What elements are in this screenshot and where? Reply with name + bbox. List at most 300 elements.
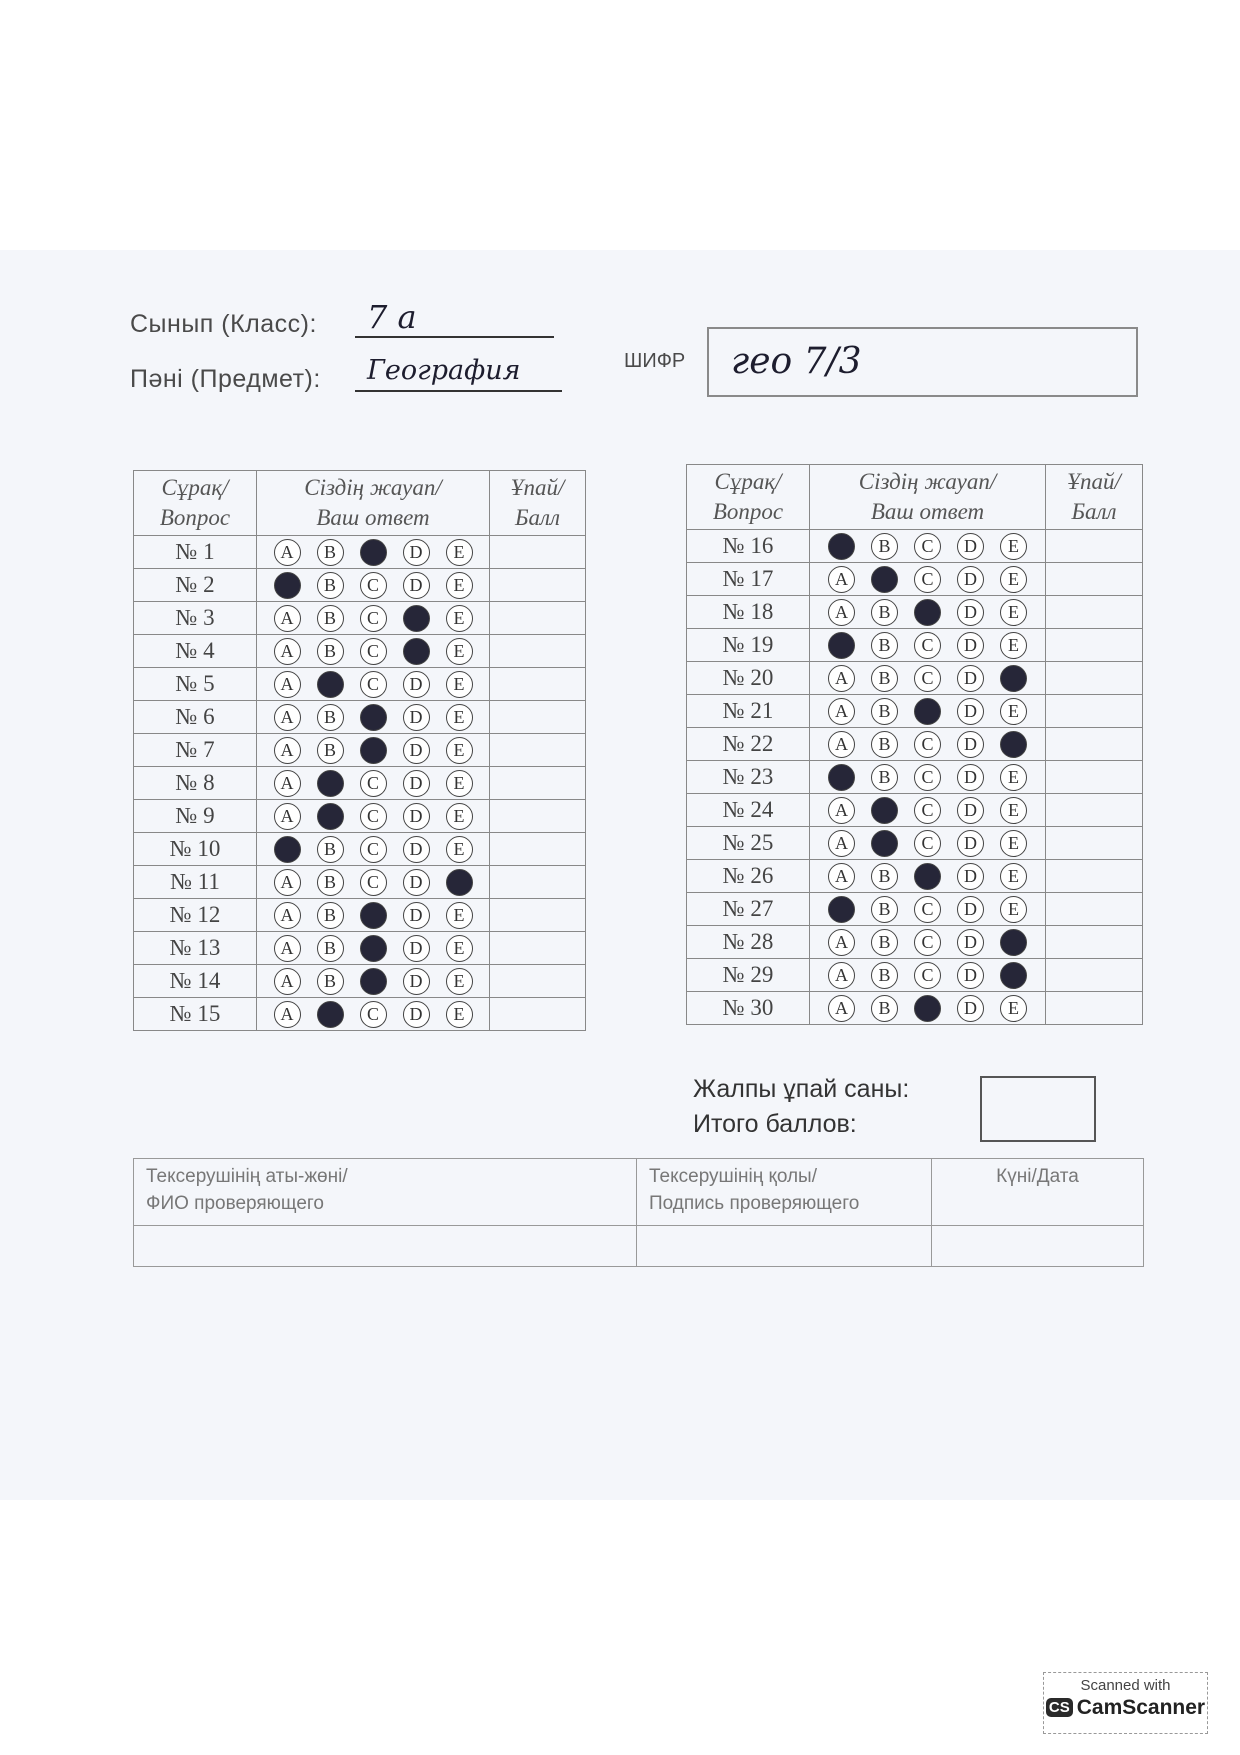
answer-options: [810, 794, 1046, 827]
option-bubble-a[interactable]: A: [274, 605, 301, 632]
option-bubble-c[interactable]: [360, 704, 387, 731]
option-bubble-a[interactable]: [274, 836, 301, 863]
question-row: [687, 761, 1143, 794]
option-bubble-b[interactable]: B: [317, 935, 344, 962]
shifr-label: ШИФР: [624, 350, 686, 372]
question-row: [134, 635, 586, 668]
question-row: [687, 530, 1143, 563]
option-bubble-d[interactable]: D: [957, 632, 984, 659]
option-bubble-e[interactable]: E: [1000, 863, 1027, 890]
option-bubble-e[interactable]: E: [446, 1001, 473, 1028]
answer-header: Сіздің жауап/ Ваш ответ: [810, 465, 1046, 530]
score-cell[interactable]: [490, 833, 586, 866]
option-bubble-d[interactable]: D: [957, 929, 984, 956]
option-bubble-d[interactable]: D: [403, 869, 430, 896]
option-bubble-e[interactable]: [1000, 929, 1027, 956]
option-bubble-d[interactable]: D: [957, 665, 984, 692]
option-bubble-e[interactable]: E: [446, 968, 473, 995]
question-number: № 15: [134, 998, 257, 1031]
score-cell[interactable]: [490, 800, 586, 833]
score-cell[interactable]: [1046, 794, 1143, 827]
checker-name-cell[interactable]: [134, 1226, 637, 1267]
option-bubble-d[interactable]: D: [957, 830, 984, 857]
question-number: № 8: [134, 767, 257, 800]
option-bubble-e[interactable]: E: [1000, 599, 1027, 626]
option-bubble-a[interactable]: A: [274, 1001, 301, 1028]
question-row: [134, 734, 586, 767]
option-bubble-e[interactable]: E: [446, 803, 473, 830]
option-bubble-a[interactable]: A: [828, 599, 855, 626]
question-number: № 20: [687, 662, 810, 695]
option-bubble-d[interactable]: D: [957, 962, 984, 989]
question-header: Сұрақ/ Вопрос: [687, 465, 810, 530]
score-cell[interactable]: [1046, 695, 1143, 728]
option-bubble-e[interactable]: E: [1000, 995, 1027, 1022]
question-row: [687, 662, 1143, 695]
option-bubble-e[interactable]: E: [446, 638, 473, 665]
option-bubble-a[interactable]: A: [828, 566, 855, 593]
score-cell[interactable]: [490, 767, 586, 800]
question-number: № 25: [687, 827, 810, 860]
option-bubble-e[interactable]: E: [446, 704, 473, 731]
option-bubble-d[interactable]: D: [403, 572, 430, 599]
score-cell[interactable]: [490, 965, 586, 998]
question-row: [687, 827, 1143, 860]
option-bubble-d[interactable]: D: [957, 863, 984, 890]
answer-options: [257, 602, 490, 635]
option-bubble-c[interactable]: C: [914, 830, 941, 857]
option-bubble-b[interactable]: [317, 1001, 344, 1028]
option-bubble-a[interactable]: A: [828, 830, 855, 857]
question-number: № 5: [134, 668, 257, 701]
question-header: Сұрақ/ Вопрос: [134, 471, 257, 536]
option-bubble-c[interactable]: C: [360, 770, 387, 797]
option-bubble-c[interactable]: C: [360, 638, 387, 665]
option-bubble-c[interactable]: [360, 968, 387, 995]
option-bubble-c[interactable]: [914, 995, 941, 1022]
option-bubble-c[interactable]: [360, 902, 387, 929]
option-bubble-b[interactable]: B: [871, 599, 898, 626]
question-row: [687, 728, 1143, 761]
option-bubble-e[interactable]: [1000, 731, 1027, 758]
stamp-brand: CamScanner: [1076, 1696, 1206, 1719]
checker-signature-header: Тексерушінің қолы/ Подпись проверяющего: [637, 1159, 932, 1226]
score-cell[interactable]: [1046, 728, 1143, 761]
shifr-box: [707, 327, 1138, 397]
option-bubble-c[interactable]: C: [360, 836, 387, 863]
score-cell[interactable]: [1046, 596, 1143, 629]
option-bubble-b[interactable]: B: [317, 539, 344, 566]
option-bubble-c[interactable]: C: [360, 869, 387, 896]
answer-options: [257, 833, 490, 866]
question-row: [687, 596, 1143, 629]
question-number: № 26: [687, 860, 810, 893]
option-bubble-c[interactable]: C: [360, 1001, 387, 1028]
option-bubble-d[interactable]: D: [403, 704, 430, 731]
question-row: [134, 866, 586, 899]
score-cell[interactable]: [1046, 959, 1143, 992]
checker-table: [133, 1158, 1144, 1267]
answer-options: [257, 866, 490, 899]
option-bubble-a[interactable]: A: [828, 863, 855, 890]
option-bubble-c[interactable]: [360, 935, 387, 962]
option-bubble-c[interactable]: C: [914, 665, 941, 692]
question-number: № 10: [134, 833, 257, 866]
score-cell[interactable]: [490, 602, 586, 635]
score-cell[interactable]: [490, 668, 586, 701]
question-row: [134, 569, 586, 602]
option-bubble-c[interactable]: C: [914, 929, 941, 956]
question-row: [687, 926, 1143, 959]
option-bubble-c[interactable]: C: [914, 764, 941, 791]
score-cell[interactable]: [1046, 530, 1143, 563]
option-bubble-c[interactable]: C: [914, 797, 941, 824]
checker-name-header: Тексерушінің аты-жөні/ ФИО проверяющего: [134, 1159, 637, 1226]
question-row: [687, 695, 1143, 728]
score-cell[interactable]: [1046, 629, 1143, 662]
question-number: № 18: [687, 596, 810, 629]
question-number: № 19: [687, 629, 810, 662]
checker-date-header: Күні/Дата: [932, 1159, 1144, 1226]
option-bubble-e[interactable]: E: [446, 671, 473, 698]
option-bubble-e[interactable]: [1000, 665, 1027, 692]
answer-options: [810, 563, 1046, 596]
option-bubble-b[interactable]: B: [317, 869, 344, 896]
option-bubble-c[interactable]: C: [914, 731, 941, 758]
option-bubble-a[interactable]: A: [274, 671, 301, 698]
option-bubble-d[interactable]: D: [957, 698, 984, 725]
question-number: № 27: [687, 893, 810, 926]
option-bubble-e[interactable]: E: [446, 770, 473, 797]
question-row: [687, 794, 1143, 827]
question-number: № 6: [134, 701, 257, 734]
option-bubble-c[interactable]: C: [360, 803, 387, 830]
answer-options: [810, 662, 1046, 695]
camscanner-stamp: [1043, 1672, 1208, 1734]
answer-options: [810, 893, 1046, 926]
option-bubble-e[interactable]: E: [1000, 896, 1027, 923]
option-bubble-c[interactable]: C: [360, 572, 387, 599]
option-bubble-d[interactable]: D: [403, 968, 430, 995]
option-bubble-c[interactable]: [914, 863, 941, 890]
option-bubble-b[interactable]: [317, 671, 344, 698]
option-bubble-a[interactable]: A: [274, 770, 301, 797]
option-bubble-a[interactable]: A: [828, 962, 855, 989]
option-bubble-a[interactable]: A: [828, 929, 855, 956]
option-bubble-d[interactable]: D: [403, 770, 430, 797]
option-bubble-a[interactable]: [828, 764, 855, 791]
score-cell[interactable]: [490, 734, 586, 767]
option-bubble-e[interactable]: E: [1000, 566, 1027, 593]
camscanner-logo-icon: CS: [1046, 1698, 1073, 1717]
option-bubble-d[interactable]: [403, 638, 430, 665]
question-row: [134, 602, 586, 635]
question-number: № 29: [687, 959, 810, 992]
answer-options: [257, 536, 490, 569]
option-bubble-b[interactable]: B: [317, 638, 344, 665]
option-bubble-a[interactable]: [828, 632, 855, 659]
option-bubble-c[interactable]: [914, 599, 941, 626]
checker-date-cell[interactable]: [932, 1226, 1144, 1267]
option-bubble-c[interactable]: C: [914, 632, 941, 659]
option-bubble-b[interactable]: B: [871, 929, 898, 956]
subject-value: География: [355, 352, 562, 392]
answer-options: [257, 932, 490, 965]
score-header: Ұпай/ Балл: [490, 471, 586, 536]
option-bubble-b[interactable]: [871, 566, 898, 593]
score-cell[interactable]: [1046, 860, 1143, 893]
question-row: [687, 629, 1143, 662]
option-bubble-a[interactable]: A: [828, 731, 855, 758]
option-bubble-e[interactable]: E: [446, 836, 473, 863]
option-bubble-e[interactable]: [446, 869, 473, 896]
question-row: [687, 860, 1143, 893]
question-row: [687, 992, 1143, 1025]
question-number: № 4: [134, 635, 257, 668]
option-bubble-e[interactable]: E: [1000, 797, 1027, 824]
option-bubble-e[interactable]: [1000, 962, 1027, 989]
question-row: [134, 998, 586, 1031]
option-bubble-a[interactable]: A: [274, 638, 301, 665]
option-bubble-a[interactable]: A: [274, 902, 301, 929]
option-bubble-b[interactable]: B: [871, 962, 898, 989]
question-number: № 30: [687, 992, 810, 1025]
answer-options: [257, 701, 490, 734]
option-bubble-b[interactable]: B: [871, 698, 898, 725]
option-bubble-c[interactable]: C: [360, 671, 387, 698]
question-number: № 7: [134, 734, 257, 767]
question-number: № 28: [687, 926, 810, 959]
answer-options: [810, 695, 1046, 728]
question-row: [134, 899, 586, 932]
subject-label: Пәні (Предмет):: [130, 365, 321, 393]
score-cell[interactable]: [1046, 992, 1143, 1025]
option-bubble-e[interactable]: E: [446, 902, 473, 929]
answer-options: [810, 959, 1046, 992]
option-bubble-d[interactable]: D: [403, 803, 430, 830]
option-bubble-d[interactable]: D: [403, 671, 430, 698]
answer-table-left: [133, 470, 586, 1031]
option-bubble-a[interactable]: A: [274, 869, 301, 896]
class-label: Сынып (Класс):: [130, 310, 317, 338]
answer-options: [810, 596, 1046, 629]
score-cell[interactable]: [490, 569, 586, 602]
score-header: Ұпай/ Балл: [1046, 465, 1143, 530]
answer-options: [257, 569, 490, 602]
score-cell[interactable]: [490, 932, 586, 965]
option-bubble-d[interactable]: D: [403, 902, 430, 929]
option-bubble-b[interactable]: B: [871, 533, 898, 560]
option-bubble-c[interactable]: C: [914, 962, 941, 989]
option-bubble-a[interactable]: A: [274, 704, 301, 731]
answer-options: [257, 899, 490, 932]
answer-options: [257, 734, 490, 767]
score-cell[interactable]: [1046, 761, 1143, 794]
option-bubble-e[interactable]: E: [446, 605, 473, 632]
option-bubble-a[interactable]: A: [274, 935, 301, 962]
question-number: № 16: [687, 530, 810, 563]
option-bubble-b[interactable]: [871, 797, 898, 824]
page-top-margin: [0, 0, 1240, 250]
option-bubble-d[interactable]: D: [957, 599, 984, 626]
option-bubble-e[interactable]: E: [1000, 764, 1027, 791]
option-bubble-b[interactable]: [871, 830, 898, 857]
option-bubble-b[interactable]: [317, 770, 344, 797]
option-bubble-a[interactable]: A: [828, 995, 855, 1022]
checker-signature-cell[interactable]: [637, 1226, 932, 1267]
answer-options: [810, 728, 1046, 761]
stamp-top-text: Scanned with: [1080, 1677, 1171, 1694]
option-bubble-b[interactable]: B: [871, 764, 898, 791]
option-bubble-d[interactable]: D: [957, 797, 984, 824]
answer-options: [810, 629, 1046, 662]
answer-options: [810, 530, 1046, 563]
question-row: [134, 800, 586, 833]
option-bubble-b[interactable]: B: [871, 863, 898, 890]
score-cell[interactable]: [490, 998, 586, 1031]
option-bubble-b[interactable]: B: [871, 665, 898, 692]
option-bubble-c[interactable]: C: [914, 533, 941, 560]
option-bubble-b[interactable]: B: [317, 704, 344, 731]
answer-options: [257, 965, 490, 998]
option-bubble-b[interactable]: [317, 803, 344, 830]
score-cell[interactable]: [490, 635, 586, 668]
question-number: № 14: [134, 965, 257, 998]
option-bubble-e[interactable]: E: [446, 572, 473, 599]
score-cell[interactable]: [1046, 563, 1143, 596]
option-bubble-a[interactable]: A: [274, 737, 301, 764]
option-bubble-b[interactable]: B: [317, 572, 344, 599]
option-bubble-c[interactable]: [360, 539, 387, 566]
option-bubble-b[interactable]: B: [871, 731, 898, 758]
score-cell[interactable]: [1046, 662, 1143, 695]
option-bubble-e[interactable]: E: [1000, 698, 1027, 725]
question-row: [134, 767, 586, 800]
score-cell[interactable]: [1046, 827, 1143, 860]
question-row: [134, 536, 586, 569]
option-bubble-b[interactable]: B: [317, 737, 344, 764]
question-number: № 9: [134, 800, 257, 833]
option-bubble-c[interactable]: C: [360, 605, 387, 632]
option-bubble-b[interactable]: B: [871, 995, 898, 1022]
option-bubble-d[interactable]: D: [957, 995, 984, 1022]
question-row: [134, 668, 586, 701]
option-bubble-b[interactable]: B: [871, 632, 898, 659]
option-bubble-c[interactable]: C: [914, 566, 941, 593]
question-number: № 12: [134, 899, 257, 932]
answer-header: Сіздің жауап/ Ваш ответ: [257, 471, 490, 536]
answer-options: [810, 761, 1046, 794]
option-bubble-d[interactable]: D: [957, 764, 984, 791]
question-number: № 11: [134, 866, 257, 899]
option-bubble-b[interactable]: B: [317, 836, 344, 863]
option-bubble-d[interactable]: D: [403, 539, 430, 566]
answer-options: [257, 668, 490, 701]
option-bubble-a[interactable]: A: [274, 803, 301, 830]
score-cell[interactable]: [1046, 893, 1143, 926]
answer-table-right: [686, 464, 1143, 1025]
answer-options: [810, 992, 1046, 1025]
option-bubble-a[interactable]: A: [274, 539, 301, 566]
question-row: [687, 893, 1143, 926]
option-bubble-b[interactable]: B: [317, 968, 344, 995]
question-number: № 3: [134, 602, 257, 635]
total-label-ru: Итого баллов:: [693, 1110, 857, 1138]
question-row: [687, 959, 1143, 992]
option-bubble-c[interactable]: [360, 737, 387, 764]
question-number: № 13: [134, 932, 257, 965]
answer-options: [257, 800, 490, 833]
option-bubble-d[interactable]: [403, 605, 430, 632]
option-bubble-c[interactable]: C: [914, 896, 941, 923]
option-bubble-a[interactable]: [828, 896, 855, 923]
question-number: № 2: [134, 569, 257, 602]
score-cell[interactable]: [490, 536, 586, 569]
question-number: № 17: [687, 563, 810, 596]
answer-options: [257, 635, 490, 668]
option-bubble-c[interactable]: [914, 698, 941, 725]
question-number: № 23: [687, 761, 810, 794]
answer-options: [257, 767, 490, 800]
question-row: [134, 833, 586, 866]
option-bubble-a[interactable]: A: [828, 665, 855, 692]
option-bubble-e[interactable]: E: [1000, 632, 1027, 659]
question-row: [134, 965, 586, 998]
option-bubble-d[interactable]: D: [403, 836, 430, 863]
question-row: [134, 701, 586, 734]
class-value: 7 а: [355, 298, 554, 338]
score-cell[interactable]: [490, 899, 586, 932]
option-bubble-b[interactable]: B: [317, 605, 344, 632]
option-bubble-d[interactable]: D: [957, 896, 984, 923]
score-cell[interactable]: [1046, 926, 1143, 959]
option-bubble-a[interactable]: A: [274, 968, 301, 995]
option-bubble-e[interactable]: E: [446, 935, 473, 962]
option-bubble-d[interactable]: D: [957, 566, 984, 593]
option-bubble-a[interactable]: [274, 572, 301, 599]
option-bubble-b[interactable]: B: [317, 902, 344, 929]
option-bubble-d[interactable]: D: [957, 533, 984, 560]
answer-options: [810, 926, 1046, 959]
score-cell[interactable]: [490, 866, 586, 899]
total-score-box[interactable]: [980, 1076, 1096, 1142]
question-row: [687, 563, 1143, 596]
option-bubble-e[interactable]: E: [446, 737, 473, 764]
score-cell[interactable]: [490, 701, 586, 734]
option-bubble-d[interactable]: D: [957, 731, 984, 758]
answer-options: [810, 827, 1046, 860]
question-number: № 24: [687, 794, 810, 827]
option-bubble-e[interactable]: E: [446, 539, 473, 566]
total-label-kz: Жалпы ұпай саны:: [693, 1075, 910, 1103]
question-number: № 21: [687, 695, 810, 728]
answer-options: [257, 998, 490, 1031]
option-bubble-d[interactable]: D: [403, 935, 430, 962]
question-row: [134, 932, 586, 965]
option-bubble-b[interactable]: B: [871, 896, 898, 923]
option-bubble-d[interactable]: D: [403, 1001, 430, 1028]
option-bubble-a[interactable]: A: [828, 698, 855, 725]
question-number: № 22: [687, 728, 810, 761]
shifr-value: гео 7/3: [731, 341, 862, 382]
option-bubble-e[interactable]: E: [1000, 830, 1027, 857]
option-bubble-a[interactable]: A: [828, 797, 855, 824]
question-number: № 1: [134, 536, 257, 569]
option-bubble-a[interactable]: [828, 533, 855, 560]
answer-options: [810, 860, 1046, 893]
option-bubble-d[interactable]: D: [403, 737, 430, 764]
option-bubble-e[interactable]: E: [1000, 533, 1027, 560]
